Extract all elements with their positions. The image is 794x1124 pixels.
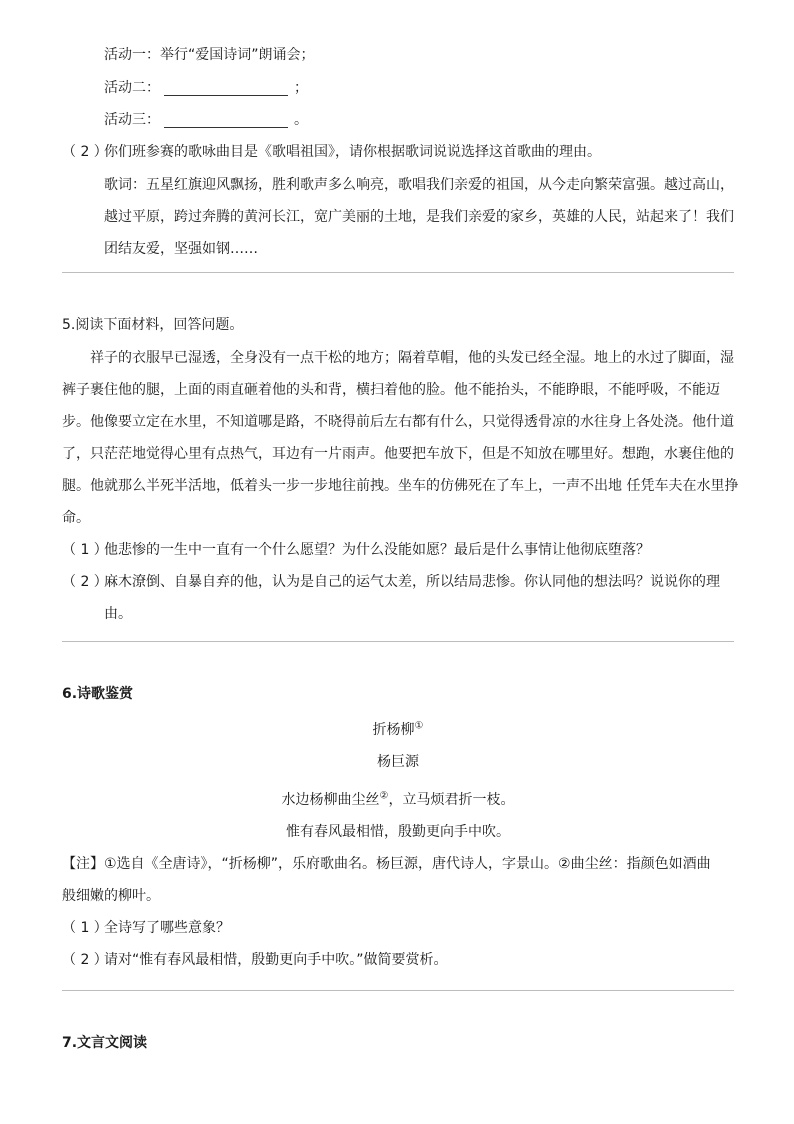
question-text: 请对“惟有春风最相惜，殷勤更向手中吹。”做简要赏析。 [104, 952, 448, 968]
question-number: （ 1 ） [62, 920, 108, 936]
divider [62, 272, 734, 273]
passage-line-4: 了，只茫茫地觉得心里有点热气，耳边有一片雨声。他要把车放下，但是不知放在哪里好。想跑，水裹住他的 [62, 446, 734, 462]
question-6-1 [62, 918, 230, 938]
passage-line-3: 步。他像要立定在水里，不知道哪是路，不晓得前后左右都有什么，只觉得透骨凉的水往身上各处浇。他什道 [62, 414, 734, 430]
question-text: 麻木潦倒、自暴自弃的他，认为是自己的运气太差，所以结局悲惨。你认同他的想法吗？说说你的理 [104, 574, 720, 590]
question-4-2 [62, 142, 601, 162]
activity-2-blank[interactable] [164, 81, 288, 96]
passage-line-1: 祥子的衣服早已湿透，全身没有一点干松的地方；隔着草帽，他的头发已经全湿。地上的水过了脚面，湿 [90, 350, 734, 366]
divider [62, 641, 734, 642]
activity-2-end: ； [294, 80, 308, 96]
section-7-title: 7.文言文阅读 [62, 1035, 148, 1051]
footnote-marker: ① [414, 720, 424, 732]
activity-3-label: 活动三： [104, 112, 160, 128]
question-5-2 [62, 572, 720, 592]
question-5-2-cont: 由。 [104, 606, 132, 622]
section-6-title: 6.诗歌鉴赏 [62, 686, 134, 702]
question-text: 全诗写了哪些意象？ [104, 920, 230, 936]
poet-name: 杨巨源 [377, 754, 419, 770]
activity-3-end: 。 [294, 112, 308, 128]
poem-title [62, 720, 734, 740]
activity-2 [104, 78, 308, 98]
divider [62, 990, 734, 991]
poem-line-1b: ，立马烦君折一枝。 [388, 792, 515, 808]
passage-line-6: 命。 [62, 510, 90, 526]
activity-1: 活动一：举行“爱国诗词”朗诵会； [104, 47, 315, 63]
question-number: （ 2 ） [62, 952, 108, 968]
passage-line-2: 裤子裹住他的腿，上面的雨直砸着他的头和背，横扫着他的脸。他不能抬头，不能睁眼，不能呼吸，不能迈 [62, 382, 720, 398]
poem-line-1 [62, 790, 734, 810]
question-number: （ 2 ） [62, 144, 108, 160]
activity-3-blank[interactable] [164, 113, 288, 128]
question-number: （ 2 ） [62, 574, 108, 590]
poem-line-2: 惟有春风最相惜，殷勤更向手中吹。 [286, 824, 510, 840]
question-text: 他悲惨的一生中一直有一个什么愿望？为什么没能如愿？最后是什么事情让他彻底堕落？ [104, 542, 650, 558]
footnote-marker: ② [379, 790, 389, 802]
lyrics-line-1: 歌词：五星红旗迎风飘扬，胜利歌声多么响亮，歌唱我们亲爱的祖国，从今走向繁荣富强。越过高山， [104, 177, 734, 193]
question-text: 你们班参赛的歌咏曲目是《歌唱祖国》，请你根据歌词说说选择这首歌曲的理由。 [104, 144, 601, 160]
question-number: （ 1 ） [62, 542, 108, 558]
lyrics-line-3: 团结友爱，坚强如钢…… [104, 241, 258, 257]
passage-line-5: 腿。他就那么半死半活地，低着头一步一步地往前拽。坐车的仿佛死在了车上，一声不出地 任凭车夫在水里挣 [62, 478, 739, 494]
notes-line-1: 【注】①选自《全唐诗》，“折杨柳”，乐府歌曲名。杨巨源，唐代诗人，字景山。②曲尘丝：指颜色如酒曲 [62, 856, 711, 872]
activity-3 [104, 110, 308, 130]
poem-title-text: 折杨柳 [372, 722, 415, 738]
question-6-2 [62, 950, 448, 970]
question-5-1 [62, 540, 650, 560]
activity-2-label: 活动二： [104, 80, 160, 96]
lyrics-line-2: 越过平原，跨过奔腾的黄河长江，宽广美丽的土地，是我们亲爱的家乡，英雄的人民，站起来了！我们 [104, 209, 734, 225]
section-5-title: 5.阅读下面材料，回答问题。 [62, 317, 244, 333]
notes-line-2: 般细嫩的柳叶。 [62, 888, 160, 904]
poem-line-1a: 水边杨柳曲尘丝 [281, 792, 380, 808]
